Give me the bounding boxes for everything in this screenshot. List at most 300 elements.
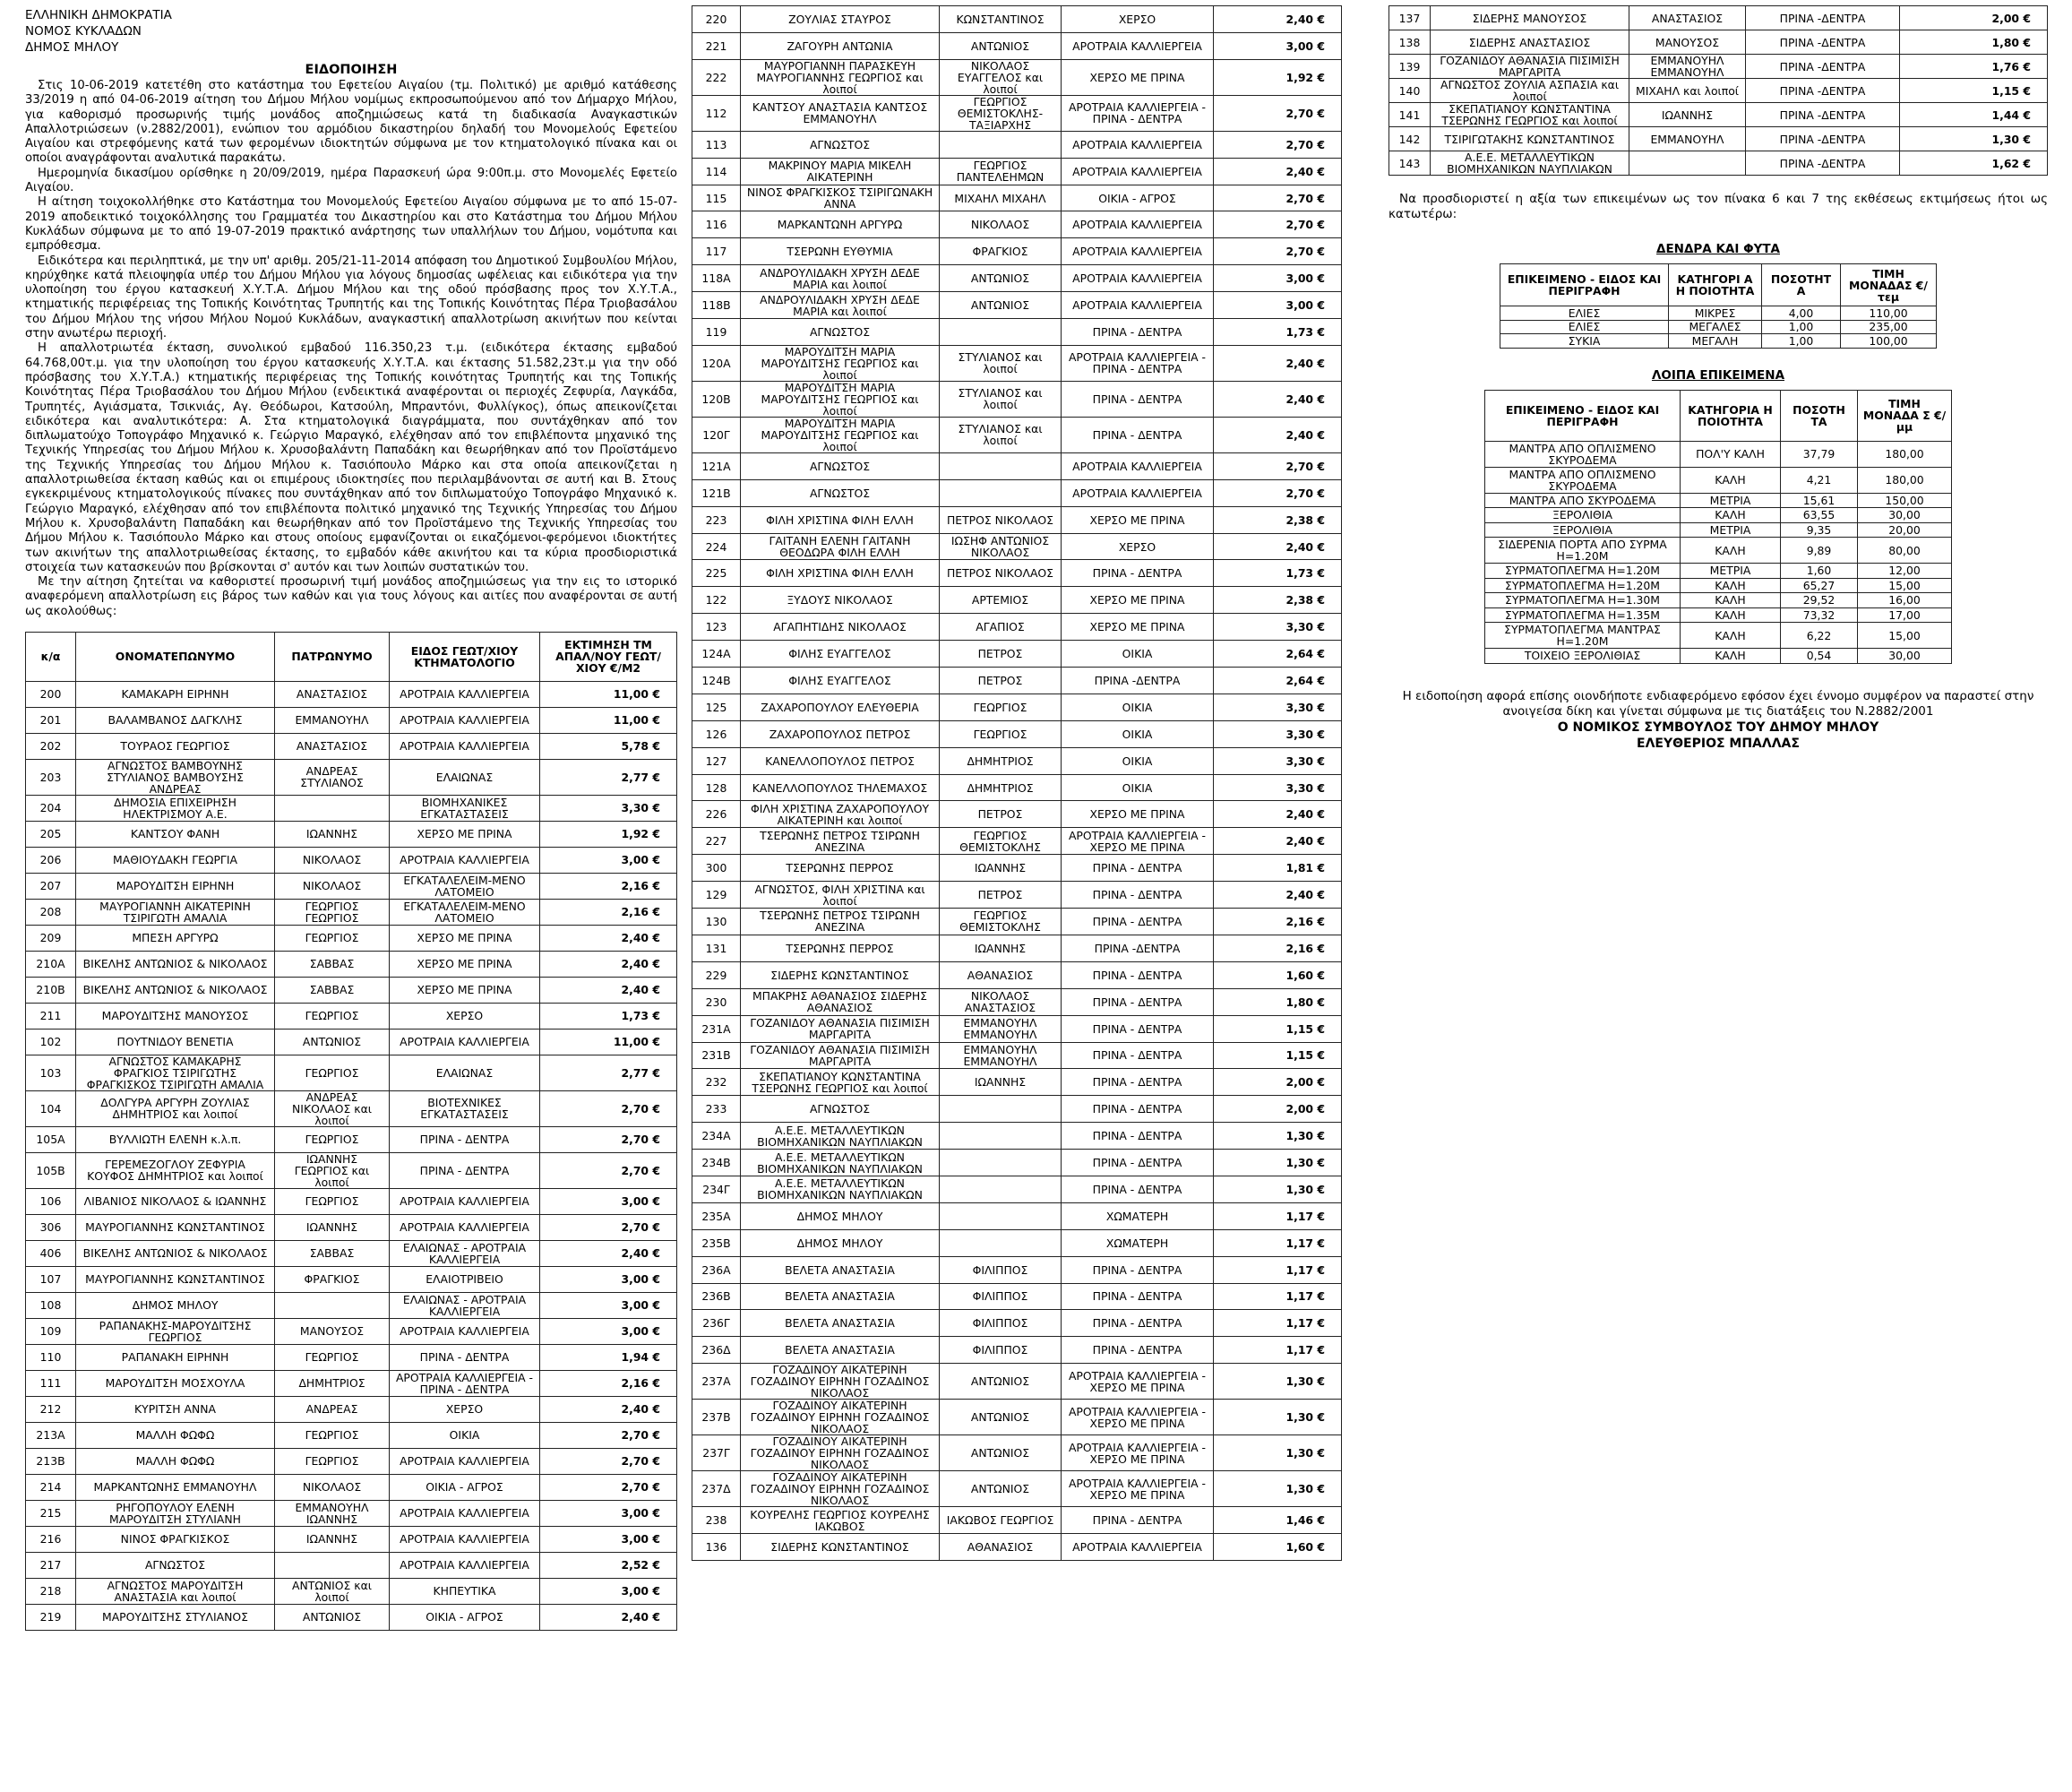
cell-type: ΧΕΡΣΟ bbox=[390, 1003, 540, 1029]
cell-category: ΚΑΛΗ bbox=[1681, 467, 1781, 493]
cell-ka: 130 bbox=[692, 909, 741, 935]
cell-quantity: 4,00 bbox=[1762, 306, 1841, 321]
table-row bbox=[1485, 538, 1952, 564]
cell-type: ΠΡΙΝΑ -ΔΕΝΤΡΑ bbox=[1746, 55, 1900, 79]
cell-ka: 111 bbox=[26, 1370, 76, 1396]
cell-name: ΒΙΚΕΛΗΣ ΑΝΤΩΝΙΟΣ & ΝΙΚΟΛΑΟΣ bbox=[76, 951, 275, 977]
cell-ka: 106 bbox=[26, 1188, 76, 1214]
footer-notice: Η ειδοποίηση αφορά επίσης οιονδήποτε ενδιαφερόμενο εφόσον έχει έννομο συμφέρον να παραστεί στην ανοιγείσα δίκη και γίνεται σύμφωνα με τις διατάξεις του Ν.2882/2001 bbox=[1402, 688, 2034, 719]
cell-type: ΑΡΟΤΡΑΙΑ ΚΑΛΛΙΕΡΓΕΙΑ bbox=[390, 1188, 540, 1214]
cell-unit-price: 80,00 bbox=[1858, 538, 1952, 564]
cell-description: ΣΥΚΙΑ bbox=[1500, 334, 1669, 349]
cell-value: 2,70 € bbox=[540, 1214, 677, 1240]
cell-quantity: 4,21 bbox=[1781, 467, 1858, 493]
cell-name: ΦΙΛΗ ΧΡΙΣΤΙΝΑ ΦΙΛΗ ΕΛΛΗ bbox=[741, 506, 940, 533]
cell-name: ΔΟΛΓΥΡΑ ΑΡΓΥΡΗ ΖΟΥΛΙΑΣ ΔΗΜΗΤΡΙΟΣ και λοιποί bbox=[76, 1090, 275, 1126]
cell-name: ΜΑΥΡΟΓΙΑΝΝΗ ΠΑΡΑΣΚΕΥΗ ΜΑΥΡΟΓΙΑΝΝΗΣ ΓΕΩΡΓΙΟΣ και λοιποί bbox=[741, 59, 940, 95]
cell-name: ΤΣΕΡΩΝΗΣ ΠΕΡΡΟΣ bbox=[741, 935, 940, 961]
cell-father: ΙΩΑΝΝΗΣ bbox=[275, 1214, 390, 1240]
cell-type: ΑΡΟΤΡΑΙΑ ΚΑΛΛΙΕΡΓΕΙΑ bbox=[1062, 32, 1214, 59]
cell-father bbox=[940, 1229, 1062, 1256]
cell-value: 1,80 € bbox=[1214, 988, 1342, 1015]
cell-ka: 225 bbox=[692, 560, 741, 587]
cell-value: 2,00 € bbox=[1214, 1069, 1342, 1096]
cell-value: 2,40 € bbox=[540, 951, 677, 977]
cell-type: ΑΡΟΤΡΑΙΑ ΚΑΛΛΙΕΡΓΕΙΑ bbox=[1062, 211, 1214, 238]
cell-ka: 208 bbox=[26, 899, 76, 925]
cell-description: ΣΥΡΜΑΤΟΠΛΕΓΜΑ Η=1.35Μ bbox=[1485, 607, 1681, 623]
cell-type: ΧΕΡΣΟ ΜΕ ΠΡΙΝΑ bbox=[1062, 506, 1214, 533]
table-row bbox=[26, 1292, 677, 1318]
cell-father: ΓΕΩΡΓΙΟΣ ΘΕΜΙΣΤΟΚΛΗΣ bbox=[940, 828, 1062, 855]
table-row bbox=[692, 158, 1342, 185]
cell-name: ΚΑΝΤΣΟΥ ΑΝΑΣΤΑΣΙΑ ΚΑΝΤΣΟΣ ΕΜΜΑΝΟΥΗΛ bbox=[741, 95, 940, 131]
table-row bbox=[1500, 320, 1937, 334]
cell-name: ΜΑΡΟΥΔΙΤΣΗ ΜΑΡΙΑ ΜΑΡΟΥΔΙΤΣΗΣ ΓΕΩΡΓΙΟΣ και λοιποί bbox=[741, 417, 940, 452]
cell-father: ΓΕΩΡΓΙΟΣ bbox=[275, 1344, 390, 1370]
cell-unit-price: 100,00 bbox=[1841, 334, 1937, 349]
cell-type: ΧΩΜΑΤΕΡΗ bbox=[1062, 1202, 1214, 1229]
cell-value: 2,40 € bbox=[1214, 828, 1342, 855]
cell-ka: 231Β bbox=[692, 1042, 741, 1069]
table-row bbox=[26, 1152, 677, 1188]
cell-name: ΒΕΛΕΤΑ ΑΝΑΣΤΑΣΙΑ bbox=[741, 1310, 940, 1337]
signatory-title: Ο ΝΟΜΙΚΟΣ ΣΥΜΒΟΥΛΟΣ ΤΟΥ ΔΗΜΟΥ ΜΗΛΟΥ bbox=[1557, 719, 1879, 735]
table-row bbox=[692, 319, 1342, 346]
cell-ka: 211 bbox=[26, 1003, 76, 1029]
cell-category: ΚΑΛΗ bbox=[1681, 649, 1781, 664]
cell-father: ΦΙΛΙΠΠΟΣ bbox=[940, 1310, 1062, 1337]
cell-father: ΕΜΜΑΝΟΥΗΛ bbox=[275, 707, 390, 733]
cell-father: ΙΑΚΩΒΟΣ ΓΕΩΡΓΙΟΣ bbox=[940, 1507, 1062, 1534]
cell-name: ΒΑΛΑΜΒΑΝΟΣ ΔΑΓΚΛΗΣ bbox=[76, 707, 275, 733]
cell-father: ΑΝΤΩΝΙΟΣ bbox=[940, 32, 1062, 59]
cell-name: ΝΙΝΟΣ ΦΡΑΓΚΙΣΚΟΣ bbox=[76, 1526, 275, 1552]
cell-name: ΜΑΘΙΟΥΔΑΚΗ ΓΕΩΡΓΙΑ bbox=[76, 847, 275, 873]
cell-name: ΜΑΡΟΥΔΙΤΣΗ ΜΑΡΙΑ ΜΑΡΟΥΔΙΤΣΗΣ ΓΕΩΡΓΙΟΣ και λοιποί bbox=[741, 381, 940, 417]
table-row bbox=[692, 855, 1342, 882]
cell-type: ΟΙΚΙΑ bbox=[1062, 641, 1214, 668]
cell-description: ΜΑΝΤΡΑ ΑΠΟ ΟΠΛΙΣΜΕΝΟ ΣΚΥΡΟΔΕΜΑ bbox=[1485, 441, 1681, 467]
cell-father bbox=[940, 452, 1062, 479]
cell-type: ΠΡΙΝΑ - ΔΕΝΤΡΑ bbox=[1062, 961, 1214, 988]
cell-value: 3,00 € bbox=[1214, 265, 1342, 292]
cell-value: 1,17 € bbox=[1214, 1229, 1342, 1256]
cell-name: ΜΑΛΛΗ ΦΩΦΩ bbox=[76, 1422, 275, 1448]
cell-name: ΦΙΛΗΣ ΕΥΑΓΓΕΛΟΣ bbox=[741, 668, 940, 694]
cell-type: ΠΡΙΝΑ -ΔΕΝΤΡΑ bbox=[1746, 79, 1900, 103]
cell-name: ΜΑΥΡΟΓΙΑΝΝΗ ΑΙΚΑΤΕΡΙΝΗ ΤΣΙΡΙΓΩΤΗ ΑΜΑΛΙΑ bbox=[76, 899, 275, 925]
cell-value: 2,16 € bbox=[540, 899, 677, 925]
cell-father: ΑΝΤΩΝΙΟΣ bbox=[940, 1400, 1062, 1435]
cell-type: ΑΡΟΤΡΑΙΑ ΚΑΛΛΙΕΡΓΕΙΑ bbox=[1062, 479, 1214, 506]
cell-ka: 109 bbox=[26, 1318, 76, 1344]
cell-unit-price: 180,00 bbox=[1858, 467, 1952, 493]
column-header: ΚΑΤΗΓΟΡΙ Α Η ΠΟΙΟΤΗΤΑ bbox=[1669, 264, 1762, 306]
cell-description: ΞΕΡΟΛΙΘΙΑ bbox=[1485, 508, 1681, 523]
cell-value: 2,16 € bbox=[540, 1370, 677, 1396]
cell-quantity: 15,61 bbox=[1781, 493, 1858, 508]
cell-father: ΓΕΩΡΓΙΟΣ bbox=[275, 1055, 390, 1090]
table-row bbox=[1485, 508, 1952, 523]
cell-unit-price: 180,00 bbox=[1858, 441, 1952, 467]
cell-type: ΑΡΟΤΡΑΙΑ ΚΑΛΛΙΕΡΓΕΙΑ bbox=[1062, 265, 1214, 292]
cell-description: ΤΟΙΧΕΙΟ ΞΕΡΟΛΙΘΙΑΣ bbox=[1485, 649, 1681, 664]
column-header: ΠΟΣΟΤΗΤ Α bbox=[1762, 264, 1841, 306]
cell-value: 1,30 € bbox=[1214, 1364, 1342, 1400]
cell-name: ΒΙΚΕΛΗΣ ΑΝΤΩΝΙΟΣ & ΝΙΚΟΛΑΟΣ bbox=[76, 977, 275, 1003]
cell-father: ΠΕΤΡΟΣ bbox=[940, 668, 1062, 694]
table-row bbox=[692, 6, 1342, 33]
cell-type: ΒΙΟΜΗΧΑΝΙΚΕΣ ΕΓΚΑΤΑΣΤΑΣΕΙΣ bbox=[390, 795, 540, 821]
cell-type: ΠΡΙΝΑ - ΔΕΝΤΡΑ bbox=[1062, 1150, 1214, 1176]
cell-value: 3,30 € bbox=[1214, 694, 1342, 720]
table-row bbox=[692, 988, 1342, 1015]
trees-table bbox=[1500, 263, 1937, 349]
cell-name: ΜΠΑΚΡΗΣ ΑΘΑΝΑΣΙΟΣ ΣΙΔΕΡΗΣ ΑΘΑΝΑΣΙΟΣ bbox=[741, 988, 940, 1015]
paragraph: Ειδικότερα και περιληπτικά, με την υπ' αριθμ. 205/21-11-2014 απόφαση του Δημοτικού Συμβουλίου Μήλου, κηρύχθηκε κατά πλειοψηφία υπέρ του Δήμου Μήλου για λόγους δημοσίας ωφέλειας και ειδικότερα για την υλοποίηση του έργου κατασκευή Χ.Υ.Τ.Α. Δήμου Μήλου και της οδού πρόσβασης προς τον Χ.Υ.Τ.Α., κτηματικής περιφέρειας της Τοπικής Κοινότητας Τρυπητής και της Τοπικής Κοινότητας Πέρα Τριοβασάλου του Δήμου Μήλου της νήσου Μήλου Νομού Κυκλάδων, αναγκαστική απαλλοτρίωση ακινήτων που κείνται στην ανωτέρω περιοχή. bbox=[25, 254, 677, 341]
cell-type: ΧΕΡΣΟ ΜΕ ΠΡΙΝΑ bbox=[1062, 587, 1214, 614]
cell-name: ΤΣΕΡΩΝΗΣ ΠΕΤΡΟΣ ΤΣΙΡΩΝΗ ΑΝΕΖΙΝΑ bbox=[741, 828, 940, 855]
cell-name: ΣΚΕΠΑΤΙΑΝΟΥ ΚΩΝΣΤΑΝΤΙΝΑ ΤΣΕΡΩΝΗΣ ΓΕΩΡΓΙΟΣ και λοιποί bbox=[1431, 103, 1629, 127]
cell-value: 2,40 € bbox=[540, 977, 677, 1003]
cell-value: 1,30 € bbox=[1214, 1123, 1342, 1150]
cell-unit-price: 30,00 bbox=[1858, 508, 1952, 523]
cell-name: ΔΗΜΟΣ ΜΗΛΟΥ bbox=[76, 1292, 275, 1318]
cell-ka: 229 bbox=[692, 961, 741, 988]
cell-type: ΠΡΙΝΑ - ΔΕΝΤΡΑ bbox=[1062, 319, 1214, 346]
other-items-table bbox=[1484, 390, 1952, 664]
cell-ka: 104 bbox=[26, 1090, 76, 1126]
cell-type: ΠΡΙΝΑ - ΔΕΝΤΡΑ bbox=[1062, 1310, 1214, 1337]
cell-description: ΕΛΙΕΣ bbox=[1500, 320, 1669, 334]
cell-category: ΚΑΛΗ bbox=[1681, 538, 1781, 564]
cell-value: 1,60 € bbox=[1214, 1534, 1342, 1561]
signatory-name: ΕΛΕΥΘΕΡΙΟΣ ΜΠΑΛΛΑΣ bbox=[1637, 736, 1800, 751]
cell-ka: 121Β bbox=[692, 479, 741, 506]
cell-value: 2,40 € bbox=[1214, 882, 1342, 909]
cell-father: ΝΙΚΟΛΑΟΣ bbox=[275, 873, 390, 899]
table-row bbox=[692, 185, 1342, 211]
cell-name: ΔΗΜΟΣΙΑ ΕΠΙΧΕΙΡΗΣΗ ΗΛΕΚΤΡΙΣΜΟΥ Α.Ε. bbox=[76, 795, 275, 821]
cell-value: 3,30 € bbox=[1214, 747, 1342, 774]
table-row bbox=[26, 1396, 677, 1422]
table-row bbox=[692, 1534, 1342, 1561]
column-header: ΠΟΣΟΤΗ ΤΑ bbox=[1781, 390, 1858, 441]
cell-ka: 306 bbox=[26, 1214, 76, 1240]
cell-ka: 116 bbox=[692, 211, 741, 238]
paragraph: Ημερομηνία δικασίμου ορίσθηκε η 20/09/2019, ημέρα Παρασκευή ώρα 9:00π.μ. στο Μονομελές Εφετείο Αιγαίου. bbox=[25, 166, 677, 195]
cell-type: ΠΡΙΝΑ - ΔΕΝΤΡΑ bbox=[1062, 855, 1214, 882]
table-row bbox=[692, 774, 1342, 801]
cell-type: ΑΡΟΤΡΑΙΑ ΚΑΛΛΙΕΡΓΕΙΑ bbox=[390, 681, 540, 707]
cell-father: ΣΤΥΛΙΑΝΟΣ και λοιποί bbox=[940, 345, 1062, 381]
cell-father: ΔΗΜΗΤΡΙΟΣ bbox=[275, 1370, 390, 1396]
table-row bbox=[692, 935, 1342, 961]
table-row bbox=[692, 909, 1342, 935]
cell-ka: 129 bbox=[692, 882, 741, 909]
table-row bbox=[1389, 103, 2048, 127]
cell-father: ΑΝΤΩΝΙΟΣ bbox=[940, 265, 1062, 292]
cell-name: ΓΟΖΑΝΙΔΟΥ ΑΘΑΝΑΣΙΑ ΠΙΣΙΜΙΣΗ ΜΑΡΓΑΡΙΤΑ bbox=[1431, 55, 1629, 79]
table-row bbox=[692, 265, 1342, 292]
cell-ka: 235Α bbox=[692, 1202, 741, 1229]
cell-type: ΑΡΟΤΡΑΙΑ ΚΑΛΛΙΕΡΓΕΙΑ bbox=[390, 847, 540, 873]
table-row bbox=[692, 479, 1342, 506]
table-row bbox=[692, 1042, 1342, 1069]
cell-father bbox=[1629, 151, 1746, 176]
cell-ka: 127 bbox=[692, 747, 741, 774]
cell-value: 1,17 € bbox=[1214, 1256, 1342, 1283]
cell-value: 1,30 € bbox=[1900, 127, 2048, 151]
cell-value: 1,15 € bbox=[1900, 79, 2048, 103]
table-row bbox=[1485, 649, 1952, 664]
cell-father bbox=[940, 1123, 1062, 1150]
table-row bbox=[1389, 127, 2048, 151]
table-row bbox=[1485, 522, 1952, 538]
cell-name: Α.Ε.Ε. ΜΕΤΑΛΛΕΥΤΙΚΩΝ ΒΙΟΜΗΧΑΝΙΚΩΝ ΝΑΥΠΛΙΑΚΩΝ bbox=[1431, 151, 1629, 176]
cell-ka: 119 bbox=[692, 319, 741, 346]
cell-father: ΠΕΤΡΟΣ bbox=[940, 801, 1062, 828]
cell-value: 1,80 € bbox=[1900, 30, 2048, 55]
cell-name: ΓΟΖΑΔΙΝΟΥ ΑΙΚΑΤΕΡΙΝΗ ΓΟΖΑΔΙΝΟΥ ΕΙΡΗΝΗ ΓΟΖΑΔΙΝΟΣ ΝΙΚΟΛΑΟΣ bbox=[741, 1435, 940, 1471]
paragraph: Στις 10-06-2019 κατετέθη στο κατάστημα του Εφετείου Αιγαίου (τμ. Πολιτικό) με αριθμό κατάθεσης 33/2019 η από 04-06-2019 αίτηση του Δήμου Μήλου νομίμως εκπροσωπούμενου από τον Δήμαρχο Μήλου, για καθορισμό προσωρινής τιμής μονάδος αποζημιώσεως κατά τη διαδικασία Αναγκαστικών Απαλλοτριώσεων (ν.2882/2001), ενώπιον του αρμόδιου δικαστηρίου δηλαδή του Μονομελούς Εφετείου Αιγαίου και στρεφόμενης κατά των φερομένων ιδιοκτητών σύμφωνα με τον κτηματολογικό πίνακα και οι οποίοι αναγράφονται αναλυτικά παρακάτω. bbox=[25, 79, 677, 166]
table-row bbox=[26, 977, 677, 1003]
cell-ka: 103 bbox=[26, 1055, 76, 1090]
table-row bbox=[692, 1435, 1342, 1471]
cell-father: ΑΓΑΠΙΟΣ bbox=[940, 614, 1062, 641]
cell-ka: 108 bbox=[26, 1292, 76, 1318]
cell-father: ΑΝΤΩΝΙΟΣ bbox=[940, 1435, 1062, 1471]
owners-table-2 bbox=[692, 5, 1342, 1561]
cell-ka: 213Α bbox=[26, 1422, 76, 1448]
cell-type: ΠΡΙΝΑ - ΔΕΝΤΡΑ bbox=[1062, 1176, 1214, 1202]
cell-value: 1,62 € bbox=[1900, 151, 2048, 176]
cell-type: ΕΛΑΙΩΝΑΣ - ΑΡΟΤΡΑΙΑ ΚΑΛΛΙΕΡΓΕΙΑ bbox=[390, 1292, 540, 1318]
cell-value: 1,60 € bbox=[1214, 961, 1342, 988]
cell-category: ΚΑΛΗ bbox=[1681, 593, 1781, 608]
cell-father: ΑΝΤΩΝΙΟΣ bbox=[275, 1604, 390, 1630]
cell-ka: 121Α bbox=[692, 452, 741, 479]
table-row bbox=[1485, 564, 1952, 579]
cell-name: ΡΑΠΑΝΑΚΗ ΕΙΡΗΝΗ bbox=[76, 1344, 275, 1370]
cell-father: ΑΝΑΣΤΑΣΙΟΣ bbox=[1629, 6, 1746, 30]
cell-name: ΓΑΙΤΑΝΗ ΕΛΕΝΗ ΓΑΙΤΑΝΗ ΘΕΟΔΩΡΑ ΦΙΛΗ ΕΛΛΗ bbox=[741, 533, 940, 560]
cell-name: ΓΟΖΑΔΙΝΟΥ ΑΙΚΑΤΕΡΙΝΗ ΓΟΖΑΔΙΝΟΥ ΕΙΡΗΝΗ ΓΟΖΑΔΙΝΟΣ ΝΙΚΟΛΑΟΣ bbox=[741, 1364, 940, 1400]
column-header-value: ΕΚΤΙΜΗΣΗ ΤΜ ΑΠΑΛ/ΝΟΥ ΓΕΩΤ/ΧΙΟΥ €/Μ2 bbox=[540, 632, 677, 681]
cell-father: ΜΑΝΟΥΣΟΣ bbox=[275, 1318, 390, 1344]
issuer-header bbox=[25, 7, 677, 56]
table-row bbox=[26, 1604, 677, 1630]
cell-name: ΦΙΛΗ ΧΡΙΣΤΙΝΑ ΦΙΛΗ ΕΛΛΗ bbox=[741, 560, 940, 587]
cell-type: ΟΙΚΙΑ - ΑΓΡΟΣ bbox=[1062, 185, 1214, 211]
cell-ka: 128 bbox=[692, 774, 741, 801]
cell-category: ΚΑΛΗ bbox=[1681, 508, 1781, 523]
cell-type: ΟΙΚΙΑ bbox=[390, 1422, 540, 1448]
cell-quantity: 37,79 bbox=[1781, 441, 1858, 467]
cell-ka: 232 bbox=[692, 1069, 741, 1096]
cell-ka: 221 bbox=[692, 32, 741, 59]
cell-value: 1,94 € bbox=[540, 1344, 677, 1370]
column-header-ka: κ/α bbox=[26, 632, 76, 681]
table-row bbox=[692, 1096, 1342, 1123]
cell-name: ΔΗΜΟΣ ΜΗΛΟΥ bbox=[741, 1229, 940, 1256]
cell-name: ΜΑΥΡΟΓΙΑΝΝΗΣ ΚΩΝΣΤΑΝΤΙΝΟΣ bbox=[76, 1214, 275, 1240]
cell-ka: 237Γ bbox=[692, 1435, 741, 1471]
cell-type: ΒΙΟΤΕΧΝΙΚΕΣ ΕΓΚΑΤΑΣΤΑΣΕΙΣ bbox=[390, 1090, 540, 1126]
cell-name: ΜΑΡΟΥΔΙΤΣΗ ΕΙΡΗΝΗ bbox=[76, 873, 275, 899]
cell-father: ΠΕΤΡΟΣ ΝΙΚΟΛΑΟΣ bbox=[940, 560, 1062, 587]
cell-type: ΕΓΚΑΤΑΛΕΛΕΙΜ-ΜΕΝΟ ΛΑΤΟΜΕΙΟ bbox=[390, 873, 540, 899]
cell-type: ΠΡΙΝΑ - ΔΕΝΤΡΑ bbox=[1062, 1256, 1214, 1283]
cell-ka: 236Β bbox=[692, 1283, 741, 1310]
cell-ka: 105Β bbox=[26, 1152, 76, 1188]
cell-father: ΓΕΩΡΓΙΟΣ bbox=[940, 694, 1062, 720]
cell-type: ΑΡΟΤΡΑΙΑ ΚΑΛΛΙΕΡΓΕΙΑ - ΠΡΙΝΑ - ΔΕΝΤΡΑ bbox=[1062, 345, 1214, 381]
cell-value: 1,17 € bbox=[1214, 1283, 1342, 1310]
cell-type: ΑΡΟΤΡΑΙΑ ΚΑΛΛΙΕΡΓΕΙΑ - ΧΕΡΣΟ ΜΕ ΠΡΙΝΑ bbox=[1062, 1471, 1214, 1507]
cell-value: 3,30 € bbox=[540, 795, 677, 821]
cell-father: ΑΡΤΕΜΙΟΣ bbox=[940, 587, 1062, 614]
paragraph: Με την αίτηση ζητείται να καθοριστεί προσωρινή τιμή μονάδος αποζημιώσεως για την εις το ιστορικό αναφερόμενη απαλλοτρίωση εις βάρος των καθών και για τους λόγους και αιτίες που αναφέρονται σε αυτή ως ακολούθως: bbox=[25, 575, 677, 618]
cell-ka: 117 bbox=[692, 238, 741, 265]
trees-section-title: ΔΕΝΔΡΑ ΚΑΙ ΦΥΤΑ bbox=[1656, 242, 1780, 256]
table-row bbox=[1389, 30, 2048, 55]
table-row bbox=[692, 641, 1342, 668]
cell-name: ΞΥΔΟΥΣ ΝΙΚΟΛΑΟΣ bbox=[741, 587, 940, 614]
cell-value: 2,40 € bbox=[1214, 533, 1342, 560]
cell-ka: 201 bbox=[26, 707, 76, 733]
cell-quantity: 9,35 bbox=[1781, 522, 1858, 538]
cell-type: ΠΡΙΝΑ - ΔΕΝΤΡΑ bbox=[1062, 1123, 1214, 1150]
cell-father: ΓΕΩΡΓΙΟΣ ΘΕΜΙΣΤΟΚΛΗΣ bbox=[940, 909, 1062, 935]
cell-type: ΧΕΡΣΟ ΜΕ ΠΡΙΝΑ bbox=[1062, 801, 1214, 828]
cell-father bbox=[940, 319, 1062, 346]
cell-name: ΖΟΥΛΙΑΣ ΣΤΑΥΡΟΣ bbox=[741, 6, 940, 33]
cell-ka: 115 bbox=[692, 185, 741, 211]
table-row bbox=[1389, 55, 2048, 79]
cell-unit-price: 150,00 bbox=[1858, 493, 1952, 508]
cell-description: ΣΥΡΜΑΤΟΠΛΕΓΜΑ Η=1.20Μ bbox=[1485, 578, 1681, 593]
cell-value: 1,15 € bbox=[1214, 1042, 1342, 1069]
table-row bbox=[692, 587, 1342, 614]
cell-ka: 120Α bbox=[692, 345, 741, 381]
table-row bbox=[26, 1266, 677, 1292]
table-row bbox=[692, 131, 1342, 158]
cell-unit-price: 110,00 bbox=[1841, 306, 1937, 321]
table-row bbox=[692, 560, 1342, 587]
cell-category: ΚΑΛΗ bbox=[1681, 578, 1781, 593]
cell-type: ΑΡΟΤΡΑΙΑ ΚΑΛΛΙΕΡΓΕΙΑ bbox=[390, 1214, 540, 1240]
cell-father: ΙΩΣΗΦ ΑΝΤΩΝΙΟΣ ΝΙΚΟΛΑΟΣ bbox=[940, 533, 1062, 560]
cell-name: ΑΓΝΩΣΤΟΣ bbox=[741, 131, 940, 158]
cell-value: 3,00 € bbox=[1214, 32, 1342, 59]
cell-father: ΙΩΑΝΝΗΣ bbox=[1629, 103, 1746, 127]
cell-value: 2,70 € bbox=[540, 1152, 677, 1188]
cell-value: 2,70 € bbox=[540, 1126, 677, 1152]
cell-father: ΣΑΒΒΑΣ bbox=[275, 951, 390, 977]
cell-type: ΠΡΙΝΑ -ΔΕΝΤΡΑ bbox=[1062, 668, 1214, 694]
cell-unit-price: 30,00 bbox=[1858, 649, 1952, 664]
table-row bbox=[1485, 607, 1952, 623]
cell-description: ΕΛΙΕΣ bbox=[1500, 306, 1669, 321]
cell-type: ΠΡΙΝΑ -ΔΕΝΤΡΑ bbox=[1746, 127, 1900, 151]
cell-father: ΑΘΑΝΑΣΙΟΣ bbox=[940, 961, 1062, 988]
cell-name: ΑΓΝΩΣΤΟΣ ΖΟΥΛΙΑ ΑΣΠΑΣΙΑ και λοιποί bbox=[1431, 79, 1629, 103]
cell-name: Α.Ε.Ε. ΜΕΤΑΛΛΕΥΤΙΚΩΝ ΒΙΟΜΗΧΑΝΙΚΩΝ ΝΑΥΠΛΙΑΚΩΝ bbox=[741, 1123, 940, 1150]
table-row bbox=[692, 1507, 1342, 1534]
cell-father: ΦΙΛΙΠΠΟΣ bbox=[940, 1337, 1062, 1364]
table-row bbox=[692, 1015, 1342, 1042]
table-row bbox=[1485, 467, 1952, 493]
cell-value: 2,40 € bbox=[1214, 158, 1342, 185]
cell-value: 1,30 € bbox=[1214, 1471, 1342, 1507]
table-row bbox=[26, 847, 677, 873]
cell-ka: 110 bbox=[26, 1344, 76, 1370]
cell-type: ΑΡΟΤΡΑΙΑ ΚΑΛΛΙΕΡΓΕΙΑ bbox=[1062, 292, 1214, 319]
cell-unit-price: 15,00 bbox=[1858, 623, 1952, 649]
cell-description: ΣΥΡΜΑΤΟΠΛΕΓΜΑ ΜΑΝΤΡΑΣ Η=1.20Μ bbox=[1485, 623, 1681, 649]
table-row bbox=[692, 882, 1342, 909]
cell-value: 2,00 € bbox=[1214, 1096, 1342, 1123]
cell-father bbox=[940, 479, 1062, 506]
cell-value: 1,81 € bbox=[1214, 855, 1342, 882]
cell-value: 11,00 € bbox=[540, 1029, 677, 1055]
table-row bbox=[692, 533, 1342, 560]
cell-father bbox=[940, 1176, 1062, 1202]
cell-ka: 118Β bbox=[692, 292, 741, 319]
cell-name: ΑΝΔΡΟΥΛΙΔΑΚΗ ΧΡΥΣΗ ΔΕΔΕ ΜΑΡΙΑ και λοιποί bbox=[741, 265, 940, 292]
table-row bbox=[692, 1400, 1342, 1435]
cell-type: ΑΡΟΤΡΑΙΑ ΚΑΛΛΙΕΡΓΕΙΑ bbox=[390, 1029, 540, 1055]
table-row bbox=[26, 1578, 677, 1604]
cell-father: ΑΘΑΝΑΣΙΟΣ bbox=[940, 1534, 1062, 1561]
cell-name: ΑΓΝΩΣΤΟΣ ΚΑΜΑΚΑΡΗΣ ΦΡΑΓΚΙΟΣ ΤΣΙΡΙΓΩΤΗΣ ΦΡΑΓΚΙΣΚΟΣ ΤΣΙΡΙΓΩΤΗ ΑΜΑΛΙΑ bbox=[76, 1055, 275, 1090]
cell-ka: 219 bbox=[26, 1604, 76, 1630]
table-row bbox=[26, 1126, 677, 1152]
table-row bbox=[692, 59, 1342, 95]
cell-ka: 223 bbox=[692, 506, 741, 533]
cell-value: 2,40 € bbox=[1214, 417, 1342, 452]
cell-description: ΣΙΔΕΡΕΝΙΑ ΠΟΡΤΑ ΑΠΟ ΣΥΡΜΑ Η=1.20Μ bbox=[1485, 538, 1681, 564]
cell-ka: 126 bbox=[692, 720, 741, 747]
cell-type: ΠΡΙΝΑ - ΔΕΝΤΡΑ bbox=[1062, 988, 1214, 1015]
cell-unit-price: 15,00 bbox=[1858, 578, 1952, 593]
cell-type: ΧΕΡΣΟ bbox=[390, 1396, 540, 1422]
cell-ka: 122 bbox=[692, 587, 741, 614]
cell-father: ΓΕΩΡΓΙΟΣ bbox=[940, 720, 1062, 747]
cell-ka: 142 bbox=[1389, 127, 1431, 151]
cell-name: ΑΝΔΡΟΥΛΙΔΑΚΗ ΧΡΥΣΗ ΔΕΔΕ ΜΑΡΙΑ και λοιποί bbox=[741, 292, 940, 319]
cell-name: ΣΙΔΕΡΗΣ ΑΝΑΣΤΑΣΙΟΣ bbox=[1431, 30, 1629, 55]
cell-value: 1,17 € bbox=[1214, 1310, 1342, 1337]
cell-father bbox=[275, 1292, 390, 1318]
cell-ka: 300 bbox=[692, 855, 741, 882]
cell-type: ΑΡΟΤΡΑΙΑ ΚΑΛΛΙΕΡΓΕΙΑ bbox=[390, 1526, 540, 1552]
cell-name: Α.Ε.Ε. ΜΕΤΑΛΛΕΥΤΙΚΩΝ ΒΙΟΜΗΧΑΝΙΚΩΝ ΝΑΥΠΛΙΑΚΩΝ bbox=[741, 1150, 940, 1176]
table-row bbox=[26, 733, 677, 759]
table-row bbox=[692, 292, 1342, 319]
table-header-row bbox=[26, 632, 677, 681]
cell-name: ΒΕΛΕΤΑ ΑΝΑΣΤΑΣΙΑ bbox=[741, 1283, 940, 1310]
table-row bbox=[692, 668, 1342, 694]
cell-father: ΓΕΩΡΓΙΟΣ ΘΕΜΙΣΤΟΚΛΗΣ-ΤΑΞΙΑΡΧΗΣ bbox=[940, 95, 1062, 131]
other-section-title: ΛΟΙΠΑ ΕΠΙΚΕΙΜΕΝΑ bbox=[1651, 367, 1785, 383]
column-header: ΤΙΜΗ ΜΟΝΑΔΑ Σ €/μμ bbox=[1858, 390, 1952, 441]
cell-name: ΑΓΝΩΣΤΟΣ bbox=[741, 319, 940, 346]
cell-father: ΙΩΑΝΝΗΣ bbox=[275, 1526, 390, 1552]
cell-value: 2,40 € bbox=[540, 1396, 677, 1422]
